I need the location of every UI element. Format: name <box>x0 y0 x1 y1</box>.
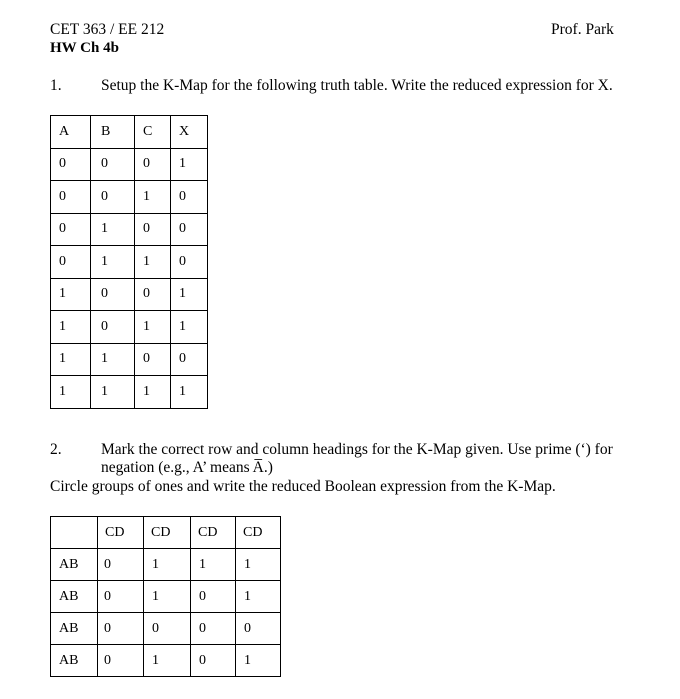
homework-title: HW Ch 4b <box>50 40 119 56</box>
truth-table-cell: 1 <box>91 343 135 376</box>
course-title: CET 363 / EE 212 <box>50 21 165 38</box>
k-map-cell: 1 <box>236 645 281 677</box>
truth-table-cell: 1 <box>91 376 135 409</box>
truth-table <box>50 115 208 409</box>
k-map-row-header: AB <box>51 581 98 613</box>
k-map-row-header: AB <box>51 549 98 581</box>
truth-table-cell: 0 <box>51 148 91 181</box>
truth-table-row <box>51 213 208 246</box>
k-map-cell: 0 <box>144 613 191 645</box>
truth-table-cell: 1 <box>51 278 91 311</box>
truth-table-row <box>51 181 208 214</box>
k-map-col-header: CD <box>236 517 281 549</box>
truth-table-cell: 1 <box>135 246 171 279</box>
k-map-cell: 0 <box>236 613 281 645</box>
truth-table-cell: 0 <box>51 246 91 279</box>
truth-table-row <box>51 246 208 279</box>
truth-table-cell: 0 <box>91 181 135 214</box>
truth-table-cell: 0 <box>171 213 208 246</box>
truth-table-cell: 1 <box>51 311 91 344</box>
k-map-cell: 0 <box>191 581 236 613</box>
truth-table-row <box>51 376 208 409</box>
truth-table-cell: 0 <box>51 213 91 246</box>
truth-table-cell: 0 <box>51 181 91 214</box>
truth-table-cell: 1 <box>51 343 91 376</box>
k-map-col-header: CD <box>98 517 144 549</box>
truth-table-cell: 1 <box>91 246 135 279</box>
truth-table-cell: 0 <box>135 213 171 246</box>
truth-table-cell: 0 <box>171 343 208 376</box>
truth-table-cell: 1 <box>91 213 135 246</box>
k-map-col-header: CD <box>144 517 191 549</box>
k-map-cell: 0 <box>98 613 144 645</box>
truth-table-cell: 0 <box>171 246 208 279</box>
truth-table-row <box>51 343 208 376</box>
truth-table-cell: 0 <box>171 181 208 214</box>
question-1-text: Setup the K-Map for the following truth table. Write the reduced expression for X. <box>101 77 613 94</box>
truth-table-header-c: C <box>135 116 171 149</box>
k-map-header-row <box>51 517 281 549</box>
truth-table-cell: 1 <box>135 311 171 344</box>
truth-table-header-b: B <box>91 116 135 149</box>
truth-table-cell: 0 <box>135 278 171 311</box>
truth-table-cell: 1 <box>135 376 171 409</box>
truth-table-cell: 0 <box>91 148 135 181</box>
truth-table-cell: 0 <box>91 311 135 344</box>
k-map-cell: 1 <box>144 581 191 613</box>
question-2-text-line3: Circle groups of ones and write the reduced Boolean expression from the K-Map. <box>50 478 556 495</box>
truth-table-cell: 1 <box>171 376 208 409</box>
k-map-cell: 1 <box>144 549 191 581</box>
instructor-name: Prof. Park <box>551 21 614 38</box>
question-1-number: 1. <box>50 77 62 94</box>
k-map-cell: 1 <box>191 549 236 581</box>
k-map-row <box>51 549 281 581</box>
truth-table-cell: 0 <box>135 148 171 181</box>
k-map-cell: 0 <box>98 645 144 677</box>
truth-table-cell: 1 <box>135 181 171 214</box>
truth-table-cell: 0 <box>91 278 135 311</box>
question-2-number: 2. <box>50 441 62 458</box>
k-map-corner-cell <box>51 517 98 549</box>
k-map-row-header: AB <box>51 645 98 677</box>
k-map-cell: 0 <box>98 549 144 581</box>
k-map-cell: 0 <box>191 645 236 677</box>
truth-table-row <box>51 278 208 311</box>
k-map-cell: 1 <box>144 645 191 677</box>
truth-table-cell: 1 <box>171 278 208 311</box>
k-map-col-header: CD <box>191 517 236 549</box>
k-map-cell: 0 <box>98 581 144 613</box>
question-2-text-line2: negation (e.g., A’ means A̅.) <box>101 459 273 476</box>
truth-table-cell: 0 <box>135 343 171 376</box>
k-map-row <box>51 645 281 677</box>
truth-table-cell: 1 <box>171 148 208 181</box>
question-2-text-line1: Mark the correct row and column headings for the K-Map given. Use prime (‘) for <box>101 441 613 458</box>
truth-table-cell: 1 <box>51 376 91 409</box>
truth-table-header-row <box>51 116 208 149</box>
k-map-row <box>51 581 281 613</box>
k-map-row-header: AB <box>51 613 98 645</box>
k-map-cell: 0 <box>191 613 236 645</box>
truth-table-header-x: X <box>171 116 208 149</box>
truth-table-row <box>51 148 208 181</box>
k-map-cell: 1 <box>236 549 281 581</box>
k-map-row <box>51 613 281 645</box>
truth-table-header-a: A <box>51 116 91 149</box>
truth-table-row <box>51 311 208 344</box>
truth-table-cell: 1 <box>171 311 208 344</box>
k-map-cell: 1 <box>236 581 281 613</box>
k-map <box>50 516 281 677</box>
